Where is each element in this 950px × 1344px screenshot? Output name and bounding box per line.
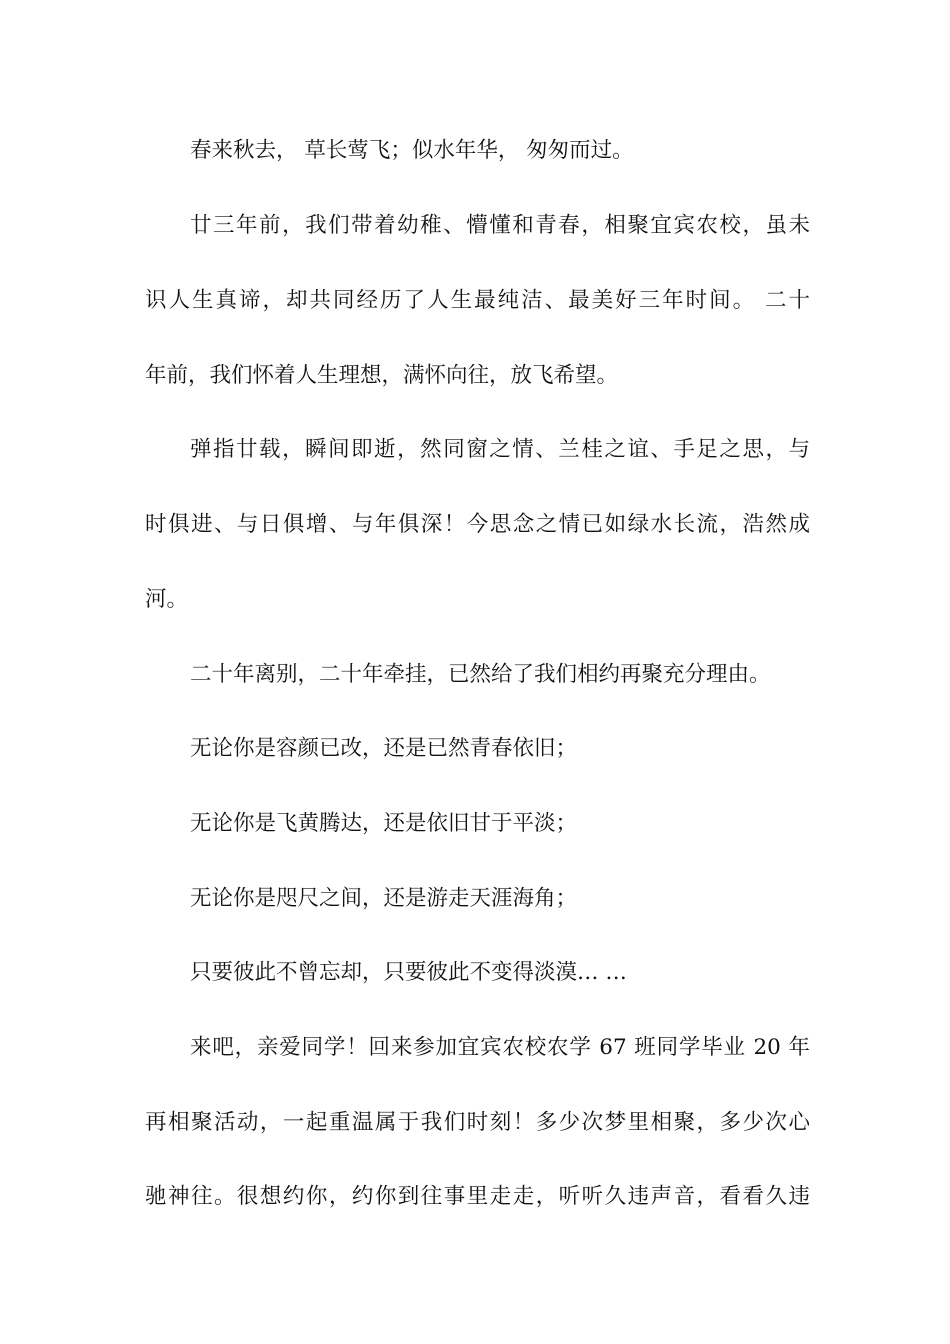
text-line-2: 廿三年前，我们带着幼稚、懵懂和青春，相聚宜宾农校，虽未 — [190, 213, 810, 238]
text-line-5: 弹指廿载，瞬间即逝，然同窗之情、兰桂之谊、手足之思，与 — [190, 437, 810, 462]
text-line-13: 来吧，亲爱同学！回来参加宜宾农校农学 67 班同学毕业 20 年 — [190, 1035, 810, 1060]
text-line-14: 再相聚活动，一起重温属于我们时刻！多少次梦里相聚，多少次心 — [145, 1110, 810, 1135]
text-line-1: 春来秋去， 草长莺飞；似水年华， 匆匆而过。 — [190, 138, 634, 163]
text-line-3: 识人生真谛，却共同经历了人生最纯洁、最美好三年时间。 二十 — [145, 288, 810, 313]
text-line-15: 驰神往。很想约你，约你到往事里走走，听听久违声音，看看久违 — [145, 1184, 810, 1209]
text-line-6: 时俱进、与日俱增、与年俱深！今思念之情已如绿水长流，浩然成 — [145, 512, 810, 537]
text-line-11: 无论你是咫尺之间，还是游走天涯海角； — [190, 886, 578, 911]
text-line-7: 河。 — [145, 587, 189, 612]
text-line-12: 只要彼此不曾忘却，只要彼此不变得淡漠… … — [190, 960, 627, 985]
text-line-9: 无论你是容颜已改，还是已然青春依旧； — [190, 736, 578, 761]
text-line-8: 二十年离别，二十年牵挂，已然给了我们相约再聚充分理由。 — [190, 662, 771, 687]
text-line-10: 无论你是飞黄腾达，还是依旧甘于平淡； — [190, 811, 578, 836]
text-line-4: 年前，我们怀着人生理想，满怀向往，放飞希望。 — [145, 363, 619, 388]
